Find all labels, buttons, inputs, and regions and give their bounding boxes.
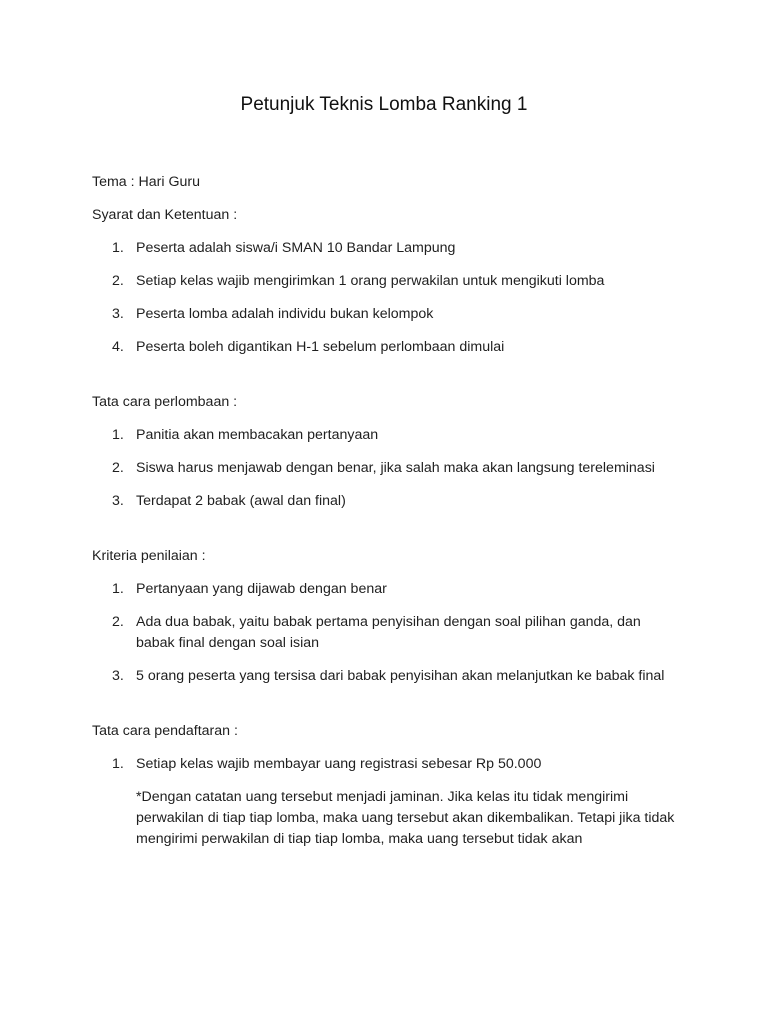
numbered-list bbox=[92, 579, 682, 687]
list-text: Panitia akan membacakan pertanyaan bbox=[136, 427, 379, 443]
list-item bbox=[92, 271, 682, 292]
numbered-list bbox=[92, 238, 682, 358]
document-title: Petunjuk Teknis Lomba Ranking 1 bbox=[240, 94, 528, 115]
list-number: 4. bbox=[112, 339, 124, 355]
list-number: 3. bbox=[112, 668, 124, 684]
list-text: Peserta adalah siswa/i SMAN 10 Bandar Lampung bbox=[136, 240, 456, 256]
list-number: 1. bbox=[112, 427, 124, 443]
list-text: Peserta lomba adalah individu bukan kelompok bbox=[136, 306, 434, 322]
section-kriteria-penilaian bbox=[92, 546, 682, 687]
list-item bbox=[92, 458, 682, 479]
registration-note: *Dengan catatan uang tersebut menjadi jaminan. Jika kelas itu tidak mengirimi perwakilan di tiap tiap lomba, maka uang tersebut akan dikembalikan. Tetapi jika tidak mengirimi perwakilan di tiap tiap lomba, maka uang tersebut tidak akan bbox=[136, 789, 675, 847]
section-tata-cara-perlombaan bbox=[92, 392, 682, 512]
list-text: Setiap kelas wajib mengirimkan 1 orang perwakilan untuk mengikuti lomba bbox=[136, 273, 605, 289]
section-syarat bbox=[92, 205, 682, 358]
list-number: 1. bbox=[112, 756, 124, 772]
tema-line: Tema : Hari Guru bbox=[92, 174, 201, 190]
list-text: 5 orang peserta yang tersisa dari babak penyisihan akan melanjutkan ke babak final bbox=[136, 668, 665, 684]
list-number: 3. bbox=[112, 306, 124, 322]
list-item bbox=[92, 491, 682, 512]
list-text: Terdapat 2 babak (awal dan final) bbox=[136, 493, 346, 509]
list-text: Pertanyaan yang dijawab dengan benar bbox=[136, 581, 387, 597]
list-text: Ada dua babak, yaitu babak pertama penyisihan dengan soal pilihan ganda, dan babak final dengan soal isian bbox=[136, 614, 641, 651]
list-item bbox=[92, 337, 682, 358]
list-item bbox=[92, 754, 682, 775]
document-body bbox=[92, 172, 682, 862]
numbered-list bbox=[92, 754, 682, 775]
list-text: Peserta boleh digantikan H-1 sebelum perlombaan dimulai bbox=[136, 339, 505, 355]
list-number: 2. bbox=[112, 460, 124, 476]
section-heading: Tata cara pendaftaran : bbox=[92, 723, 238, 739]
list-item bbox=[92, 304, 682, 325]
list-text: Siswa harus menjawab dengan benar, jika salah maka akan langsung tereleminasi bbox=[136, 460, 655, 476]
section-heading: Syarat dan Ketentuan : bbox=[92, 207, 238, 223]
list-text: Setiap kelas wajib membayar uang registrasi sebesar Rp 50.000 bbox=[136, 756, 542, 772]
section-spacer bbox=[92, 524, 682, 546]
list-item bbox=[92, 666, 682, 687]
section-heading: Tata cara perlombaan : bbox=[92, 394, 238, 410]
section-spacer bbox=[92, 699, 682, 721]
list-item bbox=[92, 579, 682, 600]
list-number: 3. bbox=[112, 493, 124, 509]
numbered-list bbox=[92, 425, 682, 512]
list-item bbox=[92, 612, 682, 654]
section-spacer bbox=[92, 370, 682, 392]
section-heading: Kriteria penilaian : bbox=[92, 548, 206, 564]
list-number: 1. bbox=[112, 581, 124, 597]
list-number: 1. bbox=[112, 240, 124, 256]
section-tata-cara-pendaftaran bbox=[92, 721, 682, 850]
list-number: 2. bbox=[112, 273, 124, 289]
list-number: 2. bbox=[112, 614, 124, 630]
list-item bbox=[92, 238, 682, 259]
list-item bbox=[92, 425, 682, 446]
